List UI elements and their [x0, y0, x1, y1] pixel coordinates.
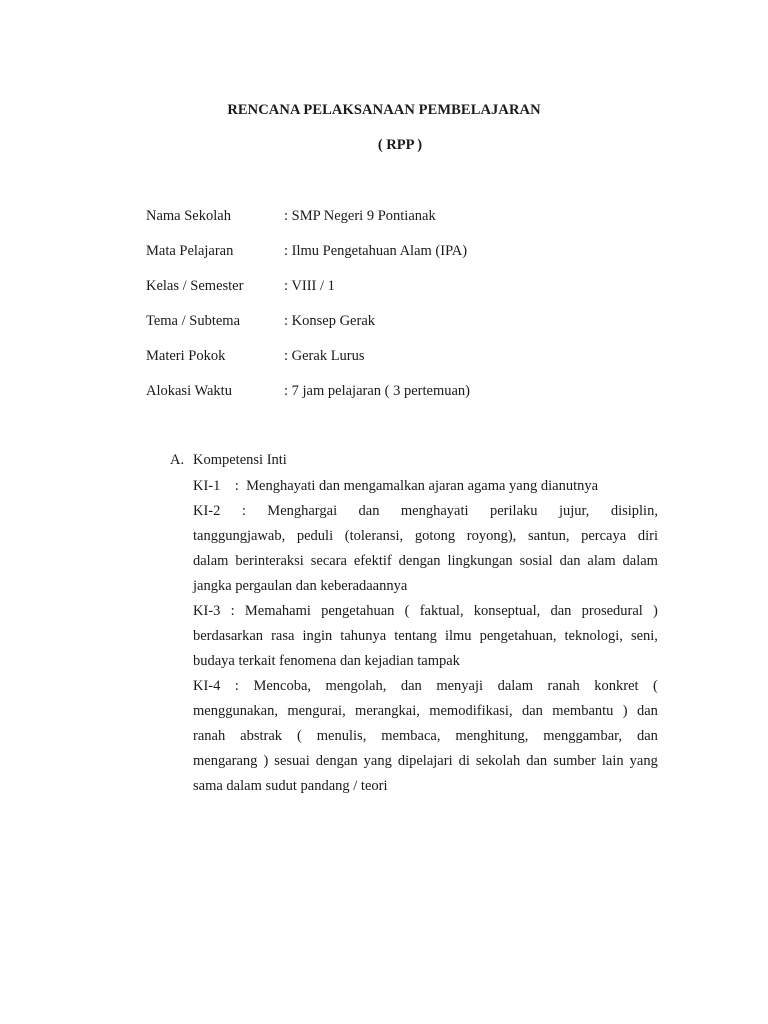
- word: ranah: [193, 728, 226, 744]
- word: mengolah,: [325, 678, 387, 694]
- word: di: [458, 753, 470, 769]
- word: royong),: [466, 528, 517, 544]
- word: gotong: [414, 528, 456, 544]
- word: ): [263, 753, 269, 769]
- word: yang: [629, 753, 658, 769]
- info-row-subject: [146, 243, 666, 278]
- word: (: [404, 603, 410, 619]
- info-row-material: [146, 348, 666, 383]
- word: santun,: [527, 528, 570, 544]
- ki-2-line-3: [193, 549, 658, 574]
- word: dan: [636, 728, 658, 744]
- word: Menghargai: [267, 503, 338, 519]
- word: sesuai: [274, 753, 310, 769]
- word: seni,: [630, 628, 658, 644]
- word: membantu: [552, 703, 614, 719]
- word: tanggungjawab,: [193, 528, 286, 544]
- word: mengurai,: [287, 703, 346, 719]
- word: lain: [601, 753, 624, 769]
- word: dalam: [193, 553, 229, 569]
- word: sosial: [519, 553, 553, 569]
- identity-table: [146, 208, 666, 418]
- word: dan: [526, 753, 548, 769]
- info-row-school: [146, 208, 666, 243]
- word: tentang: [394, 628, 437, 644]
- word: Memahami: [244, 603, 311, 619]
- word: dengan: [315, 753, 358, 769]
- word: dan: [636, 703, 658, 719]
- word: faktual,: [419, 603, 464, 619]
- word: secara: [310, 553, 347, 569]
- word: ): [622, 703, 628, 719]
- word: berdasarkan: [193, 628, 264, 644]
- word: perilaku: [490, 503, 538, 519]
- word: KI-2: [193, 503, 221, 519]
- section-heading: [170, 452, 660, 469]
- info-label: Nama Sekolah: [146, 208, 231, 224]
- word: menyaji: [436, 678, 484, 694]
- word: diri: [637, 528, 658, 544]
- word: berinteraksi: [235, 553, 304, 569]
- word: dan: [400, 678, 422, 694]
- word: yang: [363, 753, 392, 769]
- word: lingkungan: [447, 553, 513, 569]
- ki-4-paragraph: [193, 674, 658, 799]
- word: Mencoba,: [253, 678, 312, 694]
- word: merangkai,: [355, 703, 420, 719]
- section-marker: A.: [170, 452, 185, 468]
- word: menggambar,: [543, 728, 623, 744]
- word: ): [653, 603, 658, 619]
- word: sumber: [553, 753, 596, 769]
- word: memodifikasi,: [429, 703, 513, 719]
- word: mengarang: [193, 753, 258, 769]
- info-row-class-semester: [146, 278, 666, 313]
- word: sekolah: [475, 753, 521, 769]
- word: disiplin,: [610, 503, 658, 519]
- document-title: RENCANA PELAKSANAAN PEMBELAJARAN: [227, 102, 541, 118]
- ki-4-line-3: [193, 724, 658, 749]
- word: konseptual,: [473, 603, 541, 619]
- word: dipelajari: [397, 753, 453, 769]
- word: menggunakan,: [193, 703, 278, 719]
- ki-3-line-3: budaya terkait fenomena dan kejadian tampak: [193, 653, 460, 669]
- info-value: : VIII / 1: [284, 278, 335, 294]
- word: dalam: [497, 678, 533, 694]
- word: peduli: [296, 528, 334, 544]
- word: rasa: [271, 628, 295, 644]
- ki-2-line-2: [193, 524, 658, 549]
- word: (toleransi,: [344, 528, 404, 544]
- info-value: : 7 jam pelajaran ( 3 pertemuan): [284, 383, 471, 399]
- word: efektif: [353, 553, 392, 569]
- ki-4-line-1: [193, 674, 658, 699]
- word: percaya: [581, 528, 627, 544]
- ki-4-line-4: [193, 749, 658, 774]
- info-label: Mata Pelajaran: [146, 243, 234, 259]
- word: menulis,: [316, 728, 367, 744]
- word: konkret: [594, 678, 639, 694]
- word: KI-4: [193, 678, 221, 694]
- info-value: : SMP Negeri 9 Pontianak: [284, 208, 436, 224]
- word: :: [234, 678, 239, 694]
- info-label: Tema / Subtema: [146, 313, 241, 329]
- ki-4-line-5: sama dalam sudut pandang / teori: [193, 778, 388, 794]
- info-row-time-allocation: [146, 383, 666, 418]
- ki-2-line-4: jangka pergaulan dan keberadaannya: [193, 578, 408, 594]
- word: :: [230, 603, 235, 619]
- ki-3-line-2: [193, 624, 658, 649]
- ki-3-paragraph: [193, 599, 658, 674]
- word: pengetahuan,: [479, 628, 557, 644]
- word: membaca,: [381, 728, 441, 744]
- word: menghayati: [400, 503, 469, 519]
- word: KI-3: [193, 603, 221, 619]
- word: teknologi,: [564, 628, 623, 644]
- ki-1-line: KI-1 : Menghayati dan mengamalkan ajaran agama yang dianutnya: [193, 478, 599, 494]
- info-label: Materi Pokok: [146, 348, 226, 364]
- info-value: : Gerak Lurus: [284, 348, 365, 364]
- section-title: Kompetensi Inti: [193, 452, 287, 468]
- info-value: : Ilmu Pengetahuan Alam (IPA): [284, 243, 468, 259]
- info-label: Kelas / Semester: [146, 278, 244, 294]
- word: (: [296, 728, 302, 744]
- ki-3-line-1: [193, 599, 658, 624]
- word: dengan: [398, 553, 441, 569]
- word: dalam: [622, 553, 658, 569]
- word: ranah: [547, 678, 580, 694]
- word: dan: [521, 703, 543, 719]
- word: ingin: [302, 628, 333, 644]
- ki-2-line-1: [193, 499, 658, 524]
- info-label: Alokasi Waktu: [146, 383, 232, 399]
- word: :: [241, 503, 246, 519]
- document-subtitle: ( RPP ): [377, 137, 423, 153]
- word: tahunya: [340, 628, 387, 644]
- word: (: [653, 678, 658, 694]
- ki-2-paragraph: [193, 499, 658, 599]
- word: pengetahuan: [321, 603, 395, 619]
- word: abstrak: [240, 728, 283, 744]
- word: jujur,: [558, 503, 590, 519]
- section-core-competency: [170, 452, 660, 469]
- word: menghitung,: [455, 728, 529, 744]
- ki-1-paragraph: [193, 474, 658, 499]
- ki-4-line-2: [193, 699, 658, 724]
- info-value: : Konsep Gerak: [284, 313, 376, 329]
- word: dan: [358, 503, 380, 519]
- word: alam: [587, 553, 616, 569]
- info-row-theme: [146, 313, 666, 348]
- word: prosedural: [581, 603, 643, 619]
- word: ilmu: [444, 628, 472, 644]
- word: dan: [550, 603, 572, 619]
- word: dan: [559, 553, 581, 569]
